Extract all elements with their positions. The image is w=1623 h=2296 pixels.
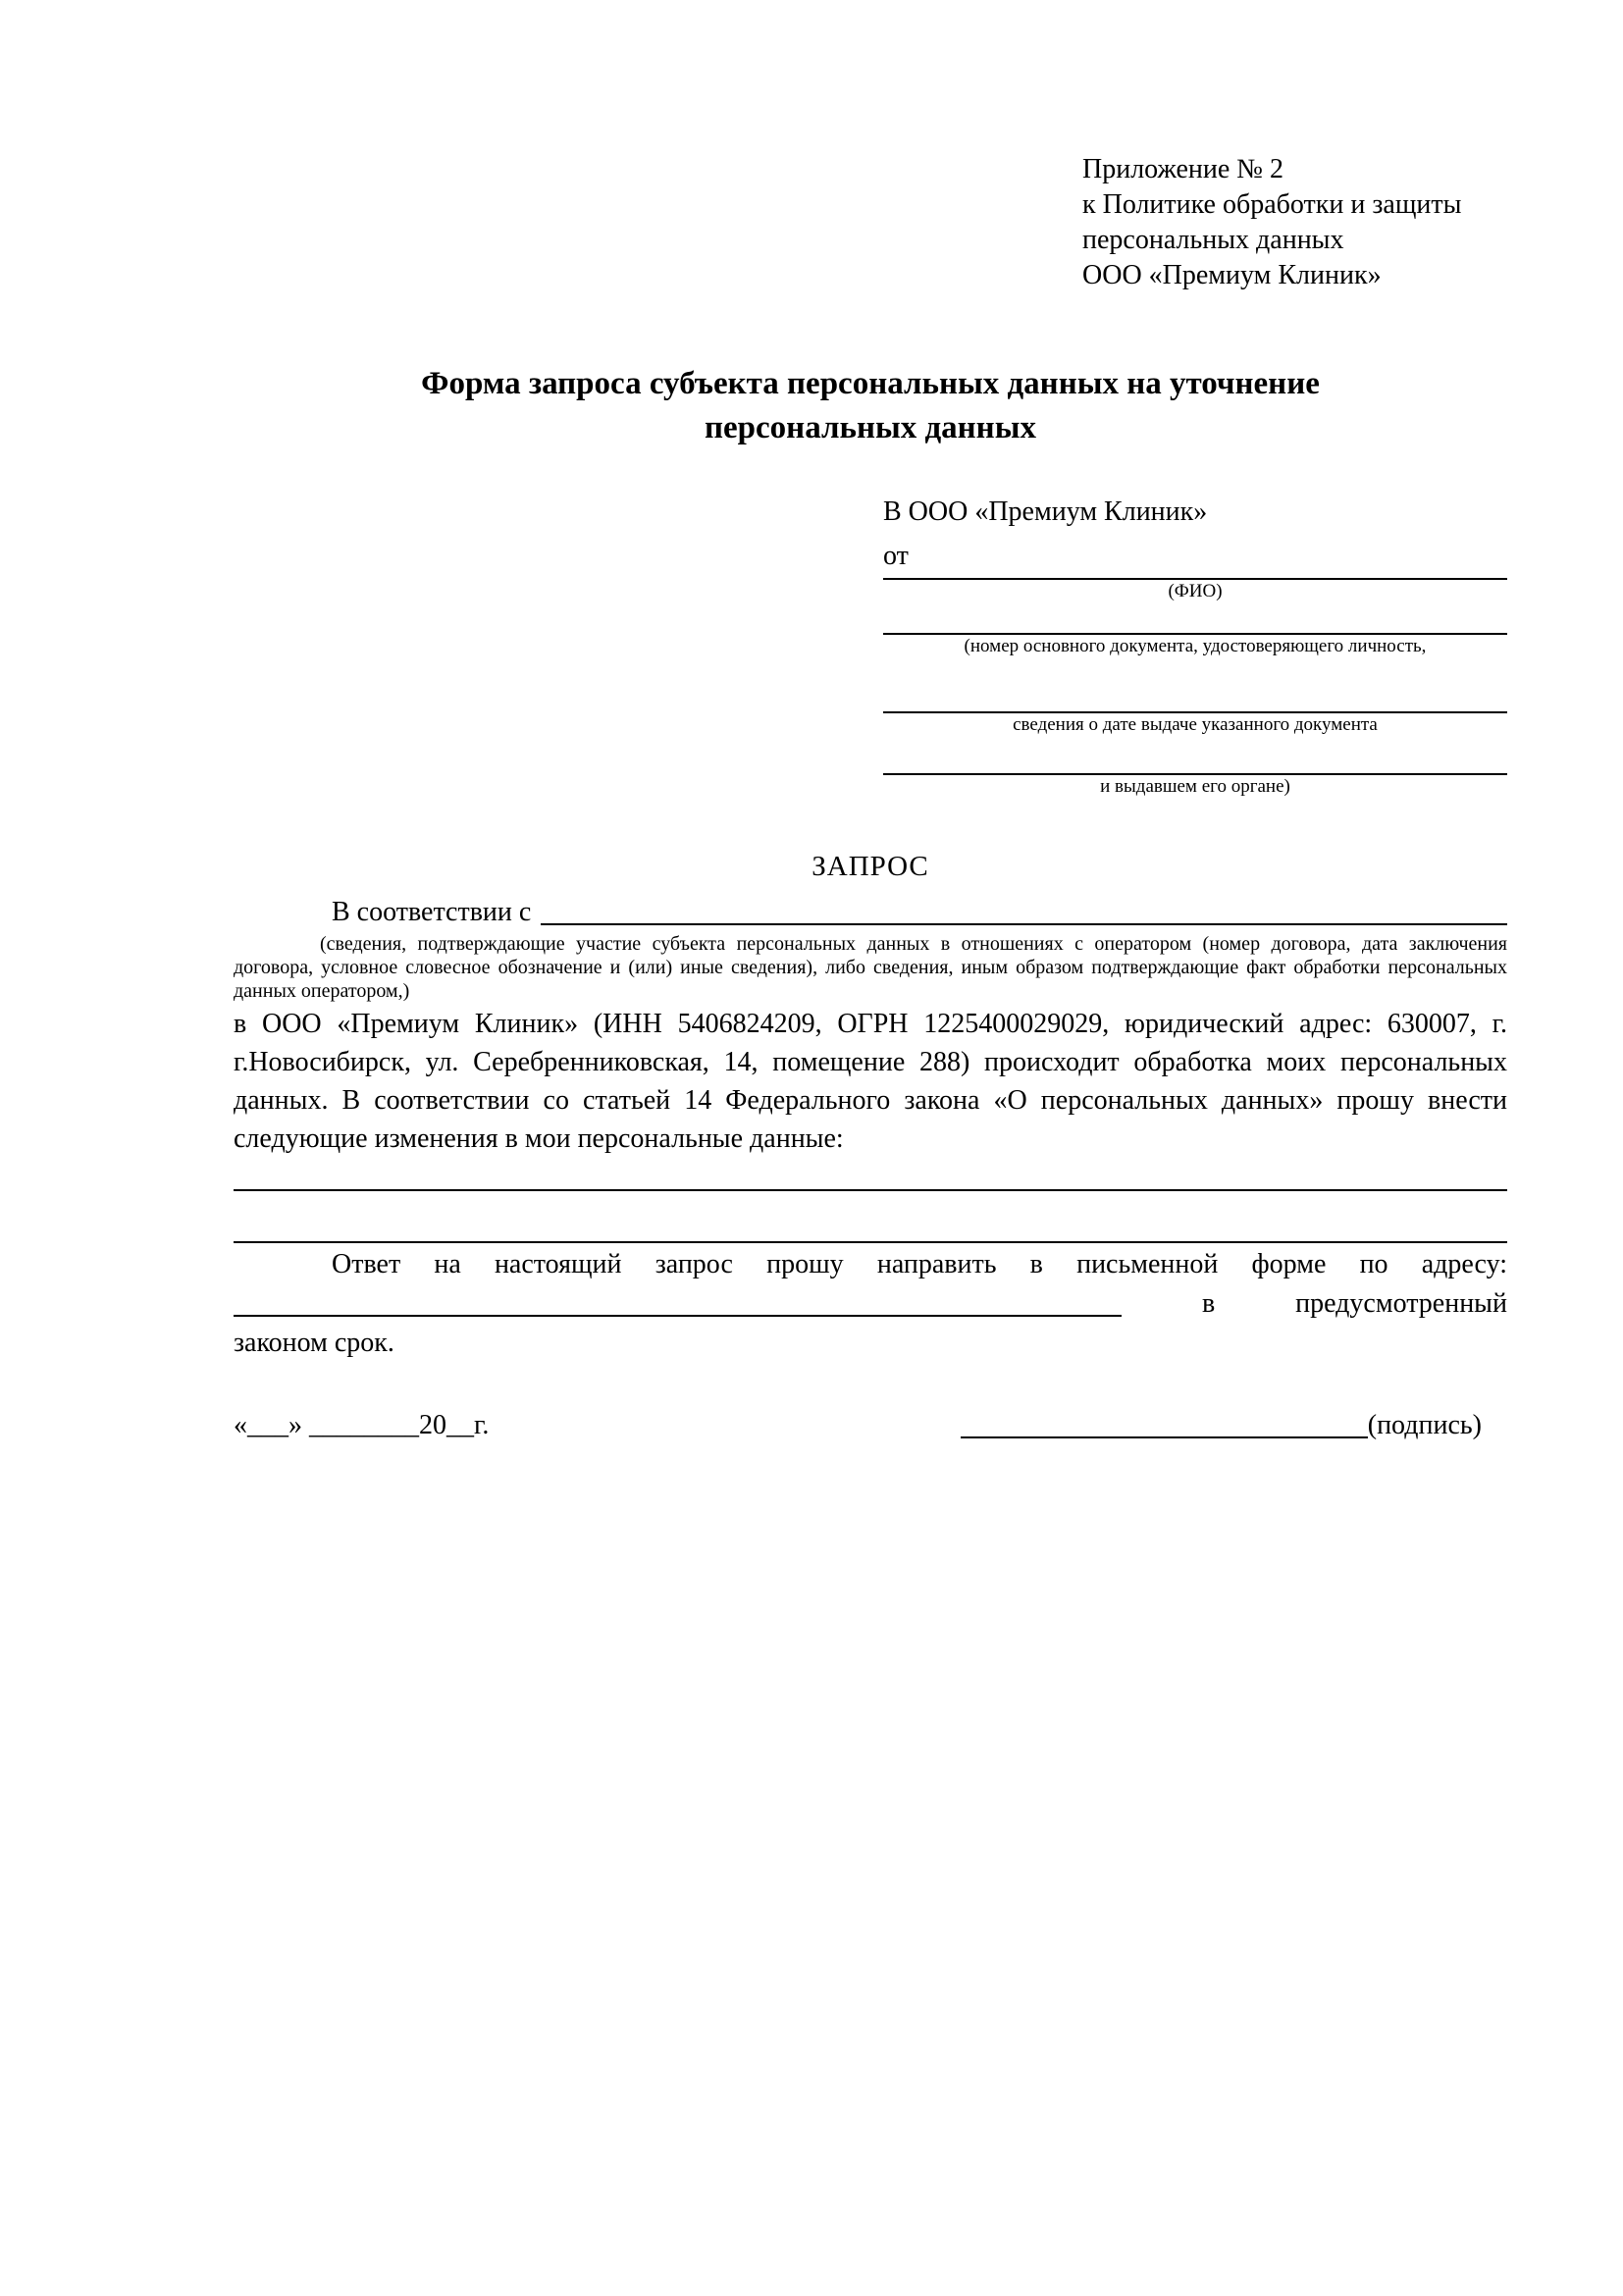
fio-caption: (ФИО) xyxy=(1168,581,1223,601)
annex-block xyxy=(1082,152,1507,293)
issue-date-caption: сведения о дате выдаче указанного документа xyxy=(1013,714,1378,735)
annex-line-4: ООО «Премиум Клиник» xyxy=(1082,260,1382,290)
reply-address-row xyxy=(234,1284,1507,1324)
signature-blank-line[interactable] xyxy=(961,1436,1368,1438)
addressee-block xyxy=(883,490,1507,799)
address-blank-line[interactable] xyxy=(234,1315,1122,1317)
annex-line-1: Приложение № 2 xyxy=(1082,154,1283,184)
intro-row xyxy=(234,893,1507,932)
changes-blank-line-2[interactable] xyxy=(234,1191,1507,1243)
body-paragraph: в ООО «Премиум Клиник» (ИНН 5406824209, ОГРН 1225400029029, юридический адрес: 630007, г. г.Новосибирск, ул. Серебренниковская, 14, помещение 288) происходит обработка моих персональных данных. В соответствии со статьей 14 Федерального закона «О персональных данных» прошу внести следующие изменения в мои персональные данные: xyxy=(234,1009,1507,1154)
date-placeholder[interactable]: «___» ________20__г. xyxy=(234,1410,490,1440)
document-number-caption: (номер основного документа, удостоверяющего личность, xyxy=(964,636,1427,656)
reply-tail: законом срок. xyxy=(234,1328,394,1358)
reply-word-2: предусмотренный xyxy=(1295,1288,1507,1319)
addressee-to: В ООО «Премиум Клиник» xyxy=(883,496,1208,527)
signature-group xyxy=(961,1406,1482,1445)
annex-line-2: к Политике обработки и защиты xyxy=(1082,189,1462,220)
annex-line-3: персональных данных xyxy=(1082,225,1344,255)
reply-address-sentence: Ответ на настоящий запрос прошу направить в письменной форме по адресу: xyxy=(332,1249,1507,1279)
intro-text: В соответствии с xyxy=(332,897,532,927)
issuing-authority-caption: и выдавшем его органе) xyxy=(1100,776,1290,797)
addressee-from-label: от xyxy=(883,541,909,571)
fio-field xyxy=(883,578,1507,603)
reply-word-1: в xyxy=(1201,1288,1216,1319)
signature-caption: (подпись) xyxy=(1367,1410,1482,1440)
issue-date-field xyxy=(883,711,1507,737)
changes-blank-line-1[interactable] xyxy=(234,1158,1507,1191)
document-content xyxy=(234,0,1507,1445)
explanatory-note: (сведения, подтверждающие участие субъекта персональных данных в отношениях с оператором (номер договора, дата заключения договора, условное словесное обозначение и (или) иные сведения), либо сведения, иным образом подтверждающие факт обработки персональных данных оператором,) xyxy=(234,933,1507,1002)
document-title: Форма запроса субъекта персональных данных на уточнение персональных данных xyxy=(421,366,1320,445)
issuing-authority-field xyxy=(883,773,1507,799)
request-heading: ЗАПРОС xyxy=(812,851,929,882)
document-number-field xyxy=(883,633,1507,658)
footer-row xyxy=(234,1406,1507,1445)
basis-blank-line[interactable] xyxy=(541,893,1507,925)
